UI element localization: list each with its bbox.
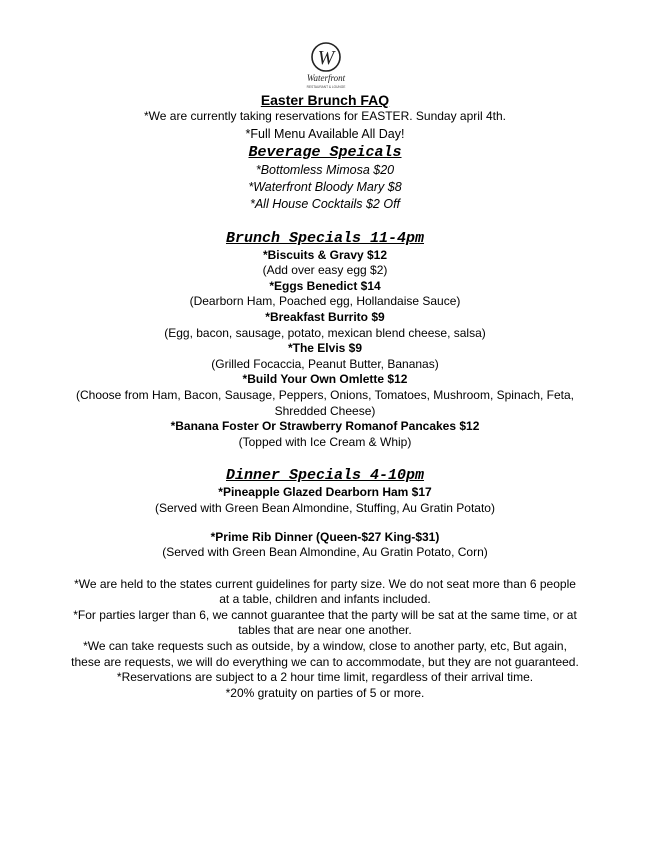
brunch-item-name: *Eggs Benedict $14: [269, 278, 381, 293]
brunch-item-desc: (Choose from Ham, Bacon, Sausage, Peppers, Onions, Tomatoes, Mushroom, Spinach, Feta,: [75, 387, 575, 402]
brunch-item-name: *The Elvis $9: [287, 341, 363, 356]
brunch-item-desc: (Dearborn Ham, Poached egg, Hollandaise Sauce): [189, 294, 461, 309]
policy-line: *We are held to the states current guidelines for party size. We do not seat more than 6 people: [74, 576, 576, 591]
brunch-item-name: *Biscuits & Gravy $12: [262, 247, 388, 262]
policy-line: tables that are near one another.: [238, 623, 412, 638]
policy-line: at a table, children and infants included.: [219, 592, 431, 607]
waterfront-logo-mark: [296, 37, 356, 95]
waterfront-logo: [296, 37, 356, 95]
policy-line: *Reservations are subject to a 2 hour time limit, regardless of their arrival time.: [116, 670, 534, 685]
policy-line: *For parties larger than 6, we cannot guarantee that the party will be sat at the same time, or at: [73, 607, 577, 622]
dinner-item-name: *Prime Rib Dinner (Queen-$27 King-$31): [210, 529, 440, 544]
brunch-item-desc: (Egg, bacon, sausage, potato, mexican blend cheese, salsa): [164, 325, 486, 340]
policy-line: *20% gratuity on parties of 5 or more.: [225, 685, 425, 700]
menu-content: [0, 92, 650, 701]
brunch-item-name: *Build Your Own Omlette $12: [242, 372, 408, 387]
page-title: Easter Brunch FAQ: [260, 92, 390, 108]
dinner-item-desc: (Served with Green Bean Almondine, Stuffing, Au Gratin Potato): [155, 500, 495, 515]
beverage-item: *Bottomless Mimosa $20: [255, 162, 395, 177]
dinner-heading: Dinner Specials 4-10pm: [225, 467, 425, 485]
beverage-item: *All House Cocktails $2 Off: [249, 196, 401, 211]
brunch-item-name: *Banana Foster Or Strawberry Romanof Pancakes $12: [170, 419, 480, 434]
full-menu-note: *Full Menu Available All Day!: [245, 126, 405, 141]
brunch-item-name: *Breakfast Burrito $9: [265, 309, 385, 324]
beverage-heading: Beverage Speicals: [248, 143, 402, 161]
dinner-item-desc: (Served with Green Bean Almondine, Au Gratin Potato, Corn): [162, 545, 488, 560]
brunch-item-desc: (Grilled Focaccia, Peanut Butter, Bananas): [211, 356, 439, 371]
policy-line: *We can take requests such as outside, by a window, close to another party, etc, But again,: [83, 639, 567, 654]
dinner-item-name: *Pineapple Glazed Dearborn Ham $17: [218, 485, 432, 500]
brunch-item-desc: (Topped with Ice Cream & Whip): [238, 434, 412, 449]
beverage-item: *Waterfront Bloody Mary $8: [248, 179, 402, 194]
logo-tagline: RESTAURANT & LOUNGE: [306, 85, 346, 89]
logo-monogram: W: [317, 47, 335, 69]
brunch-item-desc: (Add over easy egg $2): [262, 263, 388, 278]
brunch-heading: Brunch Specials 11-4pm: [225, 229, 425, 247]
policy-line: these are requests, we will do everything we can to accommodate, but they are not guaranteed.: [71, 654, 579, 669]
reservation-note: *We are currently taking reservations for EASTER. Sunday april 4th.: [144, 109, 506, 123]
brunch-item-desc: Shredded Cheese): [274, 403, 376, 418]
logo-name: Waterfront: [306, 73, 346, 83]
